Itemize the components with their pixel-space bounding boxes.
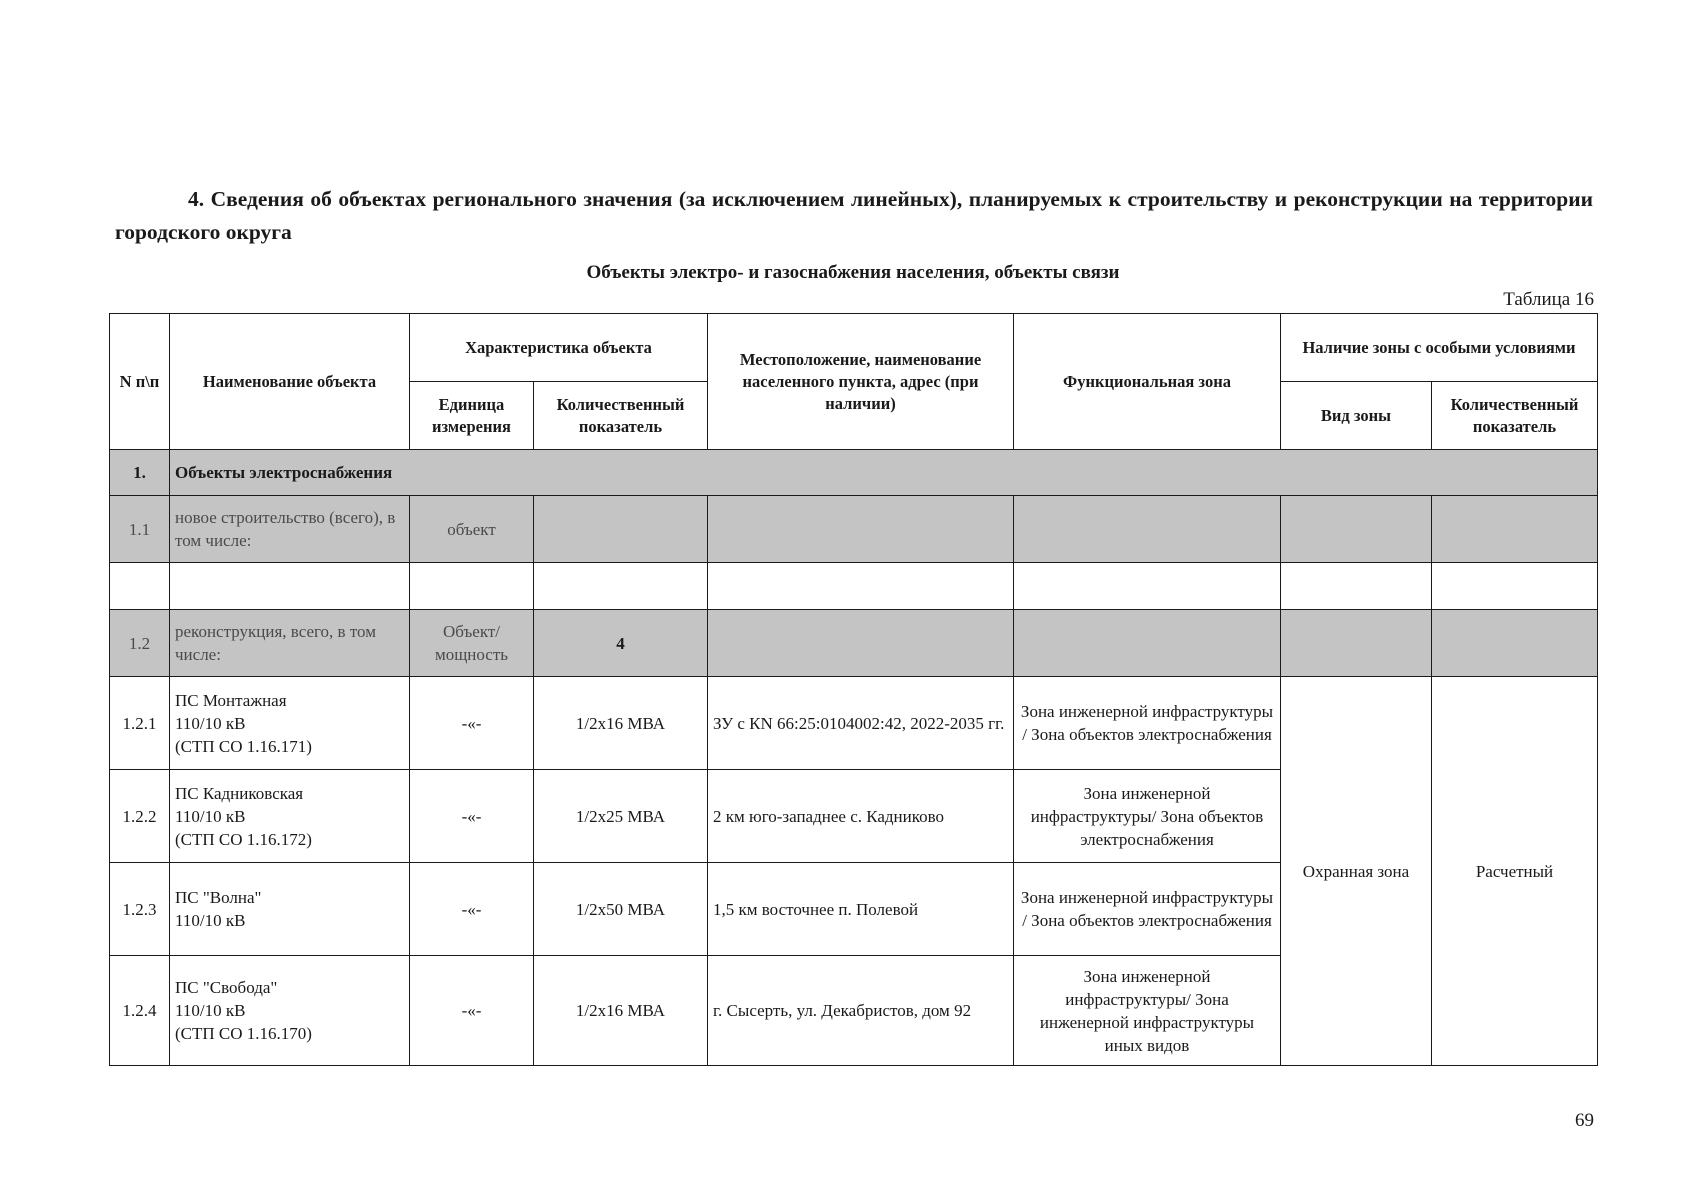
row-unit: -«- bbox=[410, 863, 534, 956]
table-subtitle: Объекты электро- и газоснабжения населения, объекты связи bbox=[586, 262, 1120, 283]
header-name: Наименование объекта bbox=[170, 314, 410, 450]
header-location: Местоположение, наименование населенного пункта, адрес (при наличии) bbox=[708, 314, 1014, 450]
row-functional-zone: Зона инженерной инфраструктуры/ Зона инженерной инфраструктуры иных видов bbox=[1014, 956, 1281, 1066]
empty-row bbox=[110, 563, 1598, 610]
row-unit: объект bbox=[410, 496, 534, 563]
header-zone-quantity: Количественный показатель bbox=[1432, 382, 1598, 450]
section-row bbox=[110, 450, 1598, 496]
row-unit: -«- bbox=[410, 677, 534, 770]
section-number: 1. bbox=[110, 450, 170, 496]
header-special-zone: Наличие зоны с особыми условиями bbox=[1281, 314, 1598, 382]
row-name: новое строительство (всего), в том числе: bbox=[170, 496, 410, 563]
table-row bbox=[110, 677, 1598, 770]
row-unit: -«- bbox=[410, 770, 534, 863]
table-number-label: Таблица 16 bbox=[1503, 289, 1594, 310]
objects-table bbox=[109, 313, 1598, 1066]
row-quantity bbox=[534, 496, 708, 563]
row-quantity: 1/2х50 МВА bbox=[534, 863, 708, 956]
row-number: 1.2.4 bbox=[110, 956, 170, 1066]
zone-type-merged: Охранная зона bbox=[1281, 677, 1432, 1066]
row-name: ПС Монтажная 110/10 кВ (СТП СО 1.16.171) bbox=[170, 677, 410, 770]
page-number: 69 bbox=[1575, 1110, 1594, 1131]
header-number: N п\п bbox=[110, 314, 170, 450]
header-unit: Единица измерения bbox=[410, 382, 534, 450]
row-name: ПС "Свобода" 110/10 кВ (СТП СО 1.16.170) bbox=[170, 956, 410, 1066]
row-quantity: 4 bbox=[534, 610, 708, 677]
row-quantity: 1/2х16 МВА bbox=[534, 677, 708, 770]
row-location: 1,5 км восточнее п. Полевой bbox=[708, 863, 1014, 956]
section-title: Объекты электроснабжения bbox=[170, 450, 1598, 496]
row-quantity: 1/2х16 МВА bbox=[534, 956, 708, 1066]
row-location: ЗУ с КN 66:25:0104002:42, 2022-2035 гг. bbox=[708, 677, 1014, 770]
header-zone-type: Вид зоны bbox=[1281, 382, 1432, 450]
row-number: 1.2.1 bbox=[110, 677, 170, 770]
header-characteristic: Характеристика объекта bbox=[410, 314, 708, 382]
row-location: г. Сысерть, ул. Декабристов, дом 92 bbox=[708, 956, 1014, 1066]
row-number: 1.2.2 bbox=[110, 770, 170, 863]
row-location: 2 км юго-западнее с. Кадниково bbox=[708, 770, 1014, 863]
header-quantity: Количественный показатель bbox=[534, 382, 708, 450]
row-number: 1.2 bbox=[110, 610, 170, 677]
row-functional-zone: Зона инженерной инфраструктуры/ Зона объектов электроснабжения bbox=[1014, 770, 1281, 863]
row-unit: Объект/ мощность bbox=[410, 610, 534, 677]
table-row bbox=[110, 610, 1598, 677]
row-unit: -«- bbox=[410, 956, 534, 1066]
row-quantity: 1/2х25 МВА bbox=[534, 770, 708, 863]
section-heading: 4. Сведения об объектах регионального значения (за исключением линейных), планируемых к строительству и реконструкции на территории городского округа bbox=[115, 187, 1593, 244]
row-number: 1.1 bbox=[110, 496, 170, 563]
header-functional-zone: Функциональная зона bbox=[1014, 314, 1281, 450]
row-name: ПС Кадниковская 110/10 кВ (СТП СО 1.16.172) bbox=[170, 770, 410, 863]
table-row bbox=[110, 496, 1598, 563]
row-name: ПС "Волна" 110/10 кВ bbox=[170, 863, 410, 956]
row-functional-zone: Зона инженерной инфраструктуры / Зона объектов электроснабжения bbox=[1014, 677, 1281, 770]
row-name: реконструкция, всего, в том числе: bbox=[170, 610, 410, 677]
zone-quantity-merged: Расчетный bbox=[1432, 677, 1598, 1066]
row-functional-zone: Зона инженерной инфраструктуры / Зона объектов электроснабжения bbox=[1014, 863, 1281, 956]
row-number: 1.2.3 bbox=[110, 863, 170, 956]
